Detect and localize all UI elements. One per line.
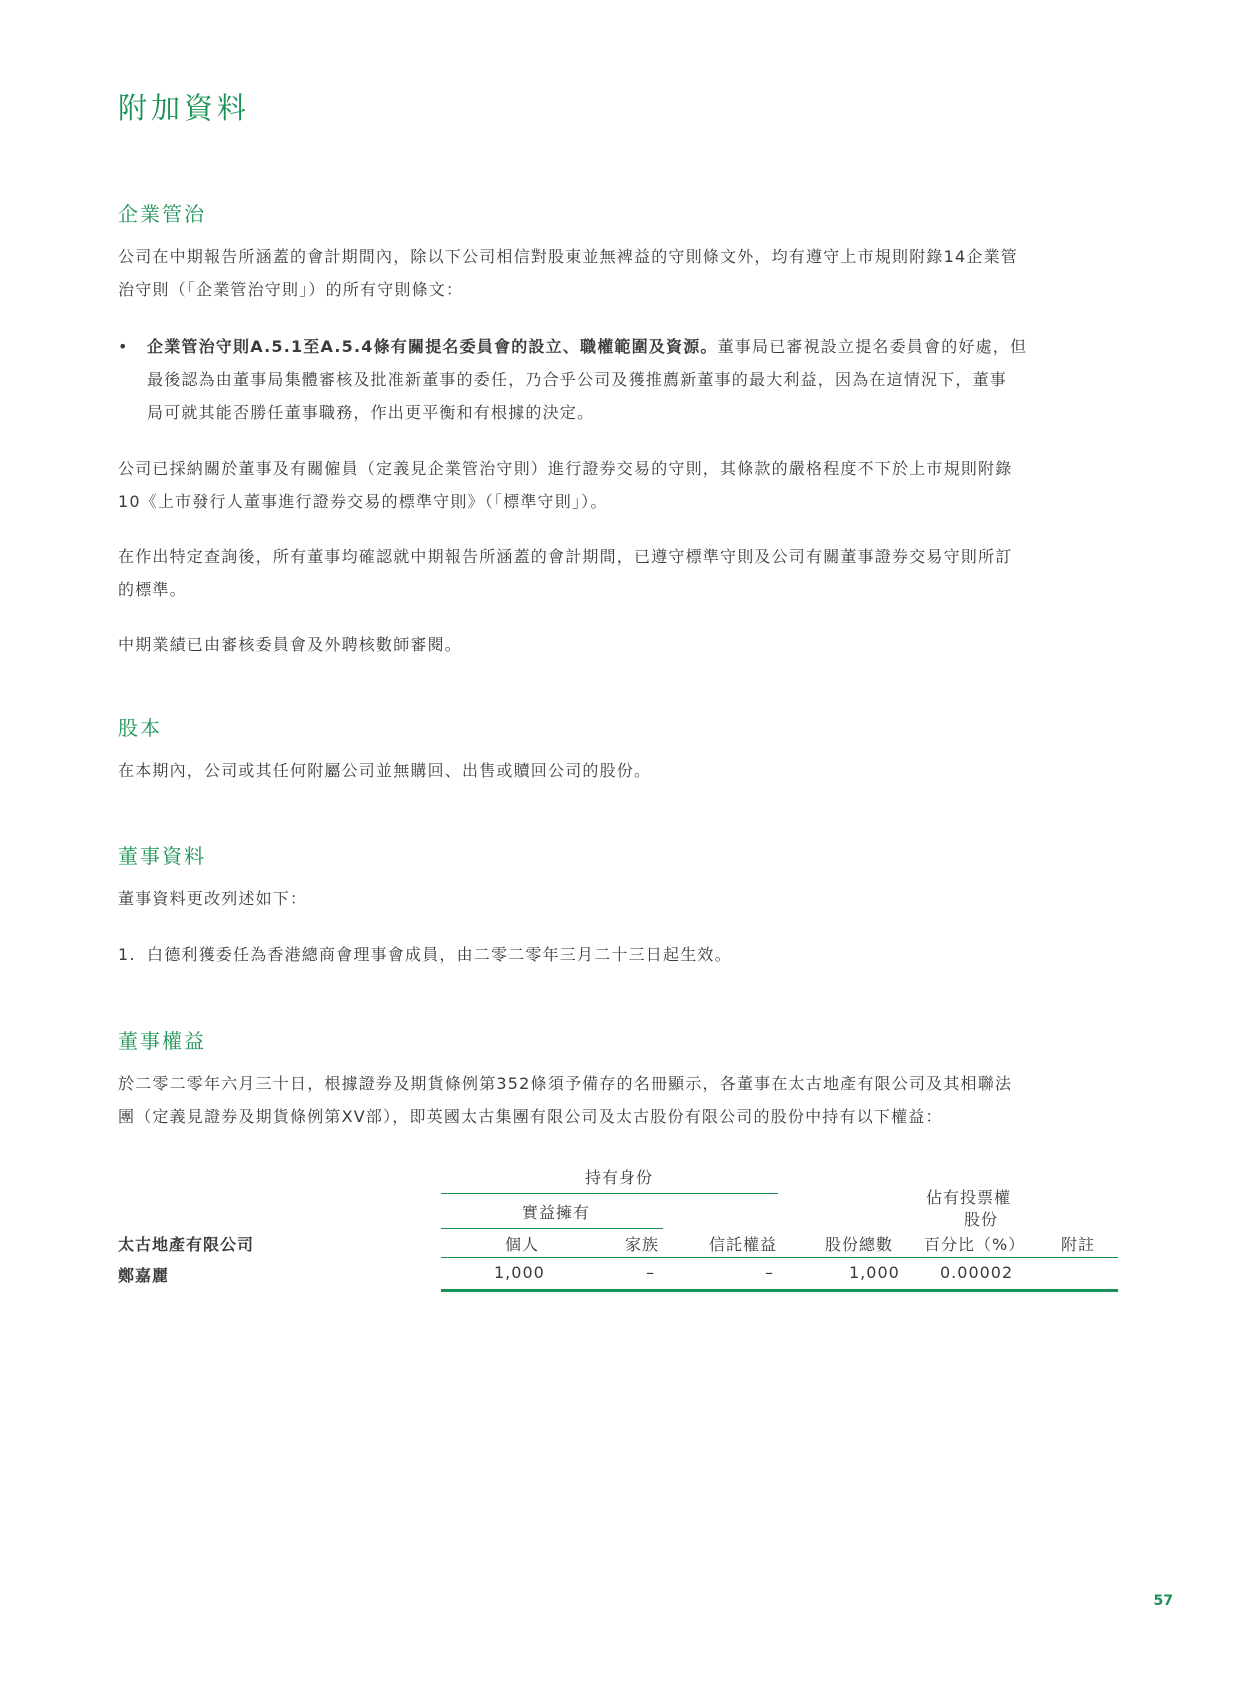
governance-para-3: [118, 540, 1118, 606]
sub-group-header-rule: [441, 1228, 663, 1229]
item-number: 1.: [118, 945, 136, 964]
bullet-text: [147, 330, 1118, 429]
director-interests-line-1: 於二零二零年六月三十日，根據證券及期貨條例第352條須予備存的名冊顯示，各董事在太古地產有限公司及其相聯法: [118, 1074, 1013, 1093]
row-personal: 1,000: [494, 1263, 545, 1282]
governance-heading: 企業管治: [118, 202, 206, 226]
governance-intro-line-1: 公司在中期報告所涵蓋的會計期間內，除以下公司相信對股東並無裨益的守則條文外，均有遵守上市規則附錄14企業管: [118, 247, 1018, 266]
governance-para-3-line-1: 在作出特定查詢後，所有董事均確認就中期報告所涵蓋的會計期間，已遵守標準守則及公司有關董事證券交易守則所訂: [118, 547, 1013, 566]
group-header: 持有身份: [585, 1168, 654, 1187]
share-capital-heading: 股本: [118, 716, 162, 740]
col-total: 股份總數: [825, 1235, 894, 1254]
row-trust: –: [765, 1263, 774, 1282]
governance-intro-line-2: 治守則（「企業管治守則」）的所有守則條文：: [118, 280, 464, 299]
col-pct-line-2: 股份: [964, 1210, 999, 1229]
share-capital-text: 在本期內，公司或其任何附屬公司並無購回、出售或贖回公司的股份。: [118, 761, 652, 780]
col-notes: 附註: [1061, 1235, 1096, 1254]
col-trust: 信託權益: [709, 1235, 778, 1254]
director-info-heading: 董事資料: [118, 844, 206, 868]
interests-table: [118, 1165, 1118, 1295]
governance-intro: [118, 240, 1118, 306]
header-bottom-rule: [441, 1257, 1118, 1258]
director-interests-text: [118, 1067, 1118, 1133]
item-text: 白德利獲委任為香港總商會理事會成員，由二零二零年三月二十三日起生效。: [147, 945, 732, 964]
governance-para-3-line-2: 的標準。: [118, 580, 187, 599]
col-personal: 個人: [505, 1235, 540, 1254]
bullet-line-3: 局可就其能否勝任董事職務，作出更平衡和有根據的決定。: [147, 403, 595, 422]
row-total: 1,000: [849, 1263, 900, 1282]
bullet-dot: •: [118, 337, 129, 356]
page-title: 附加資料: [118, 91, 251, 125]
sub-group-header: 實益擁有: [522, 1203, 591, 1222]
table-company: 太古地產有限公司: [118, 1235, 255, 1254]
director-interests-line-2: 團（定義見證券及期貨條例第XV部），即英國太古集團有限公司及太古股份有限公司的股份中持有以下權益：: [118, 1107, 943, 1126]
row-pct: 0.00002: [940, 1263, 1014, 1282]
row-family: –: [646, 1263, 655, 1282]
col-family: 家族: [625, 1235, 660, 1254]
bullet-rest-text: 董事局已審視設立提名委員會的好處，但: [717, 337, 1028, 356]
governance-para-2-line-1: 公司已採納關於董事及有關僱員（定義見企業管治守則）進行證券交易的守則，其條款的嚴格程度不下於上市規則附錄: [118, 459, 1013, 478]
row-name: 鄭嘉麗: [118, 1266, 170, 1285]
governance-para-2-line-2: 10《上市發行人董事進行證券交易的標準守則》（「標準守則」）。: [118, 492, 608, 511]
group-header-rule: [441, 1193, 778, 1194]
col-pct-line-3: 百分比（%）: [924, 1235, 1026, 1254]
director-info-text: 董事資料更改列述如下：: [118, 889, 308, 908]
governance-para-2: [118, 452, 1118, 518]
governance-para-4: 中期業績已由審核委員會及外聘核數師審閱。: [118, 635, 463, 654]
bullet-line-2: 最後認為由董事局集體審核及批准新董事的委任，乃合乎公司及獲推薦新董事的最大利益，因為在這情況下，董事: [147, 370, 1008, 389]
table-bottom-rule: [441, 1289, 1118, 1292]
col-pct-line-1: 佔有投票權: [926, 1188, 1012, 1207]
page-number: 57: [1153, 1593, 1173, 1609]
bullet-bold-text: 企業管治守則A.5.1至A.5.4條有關提名委員會的設立、職權範圍及資源。: [147, 337, 718, 356]
director-interests-heading: 董事權益: [118, 1029, 206, 1053]
